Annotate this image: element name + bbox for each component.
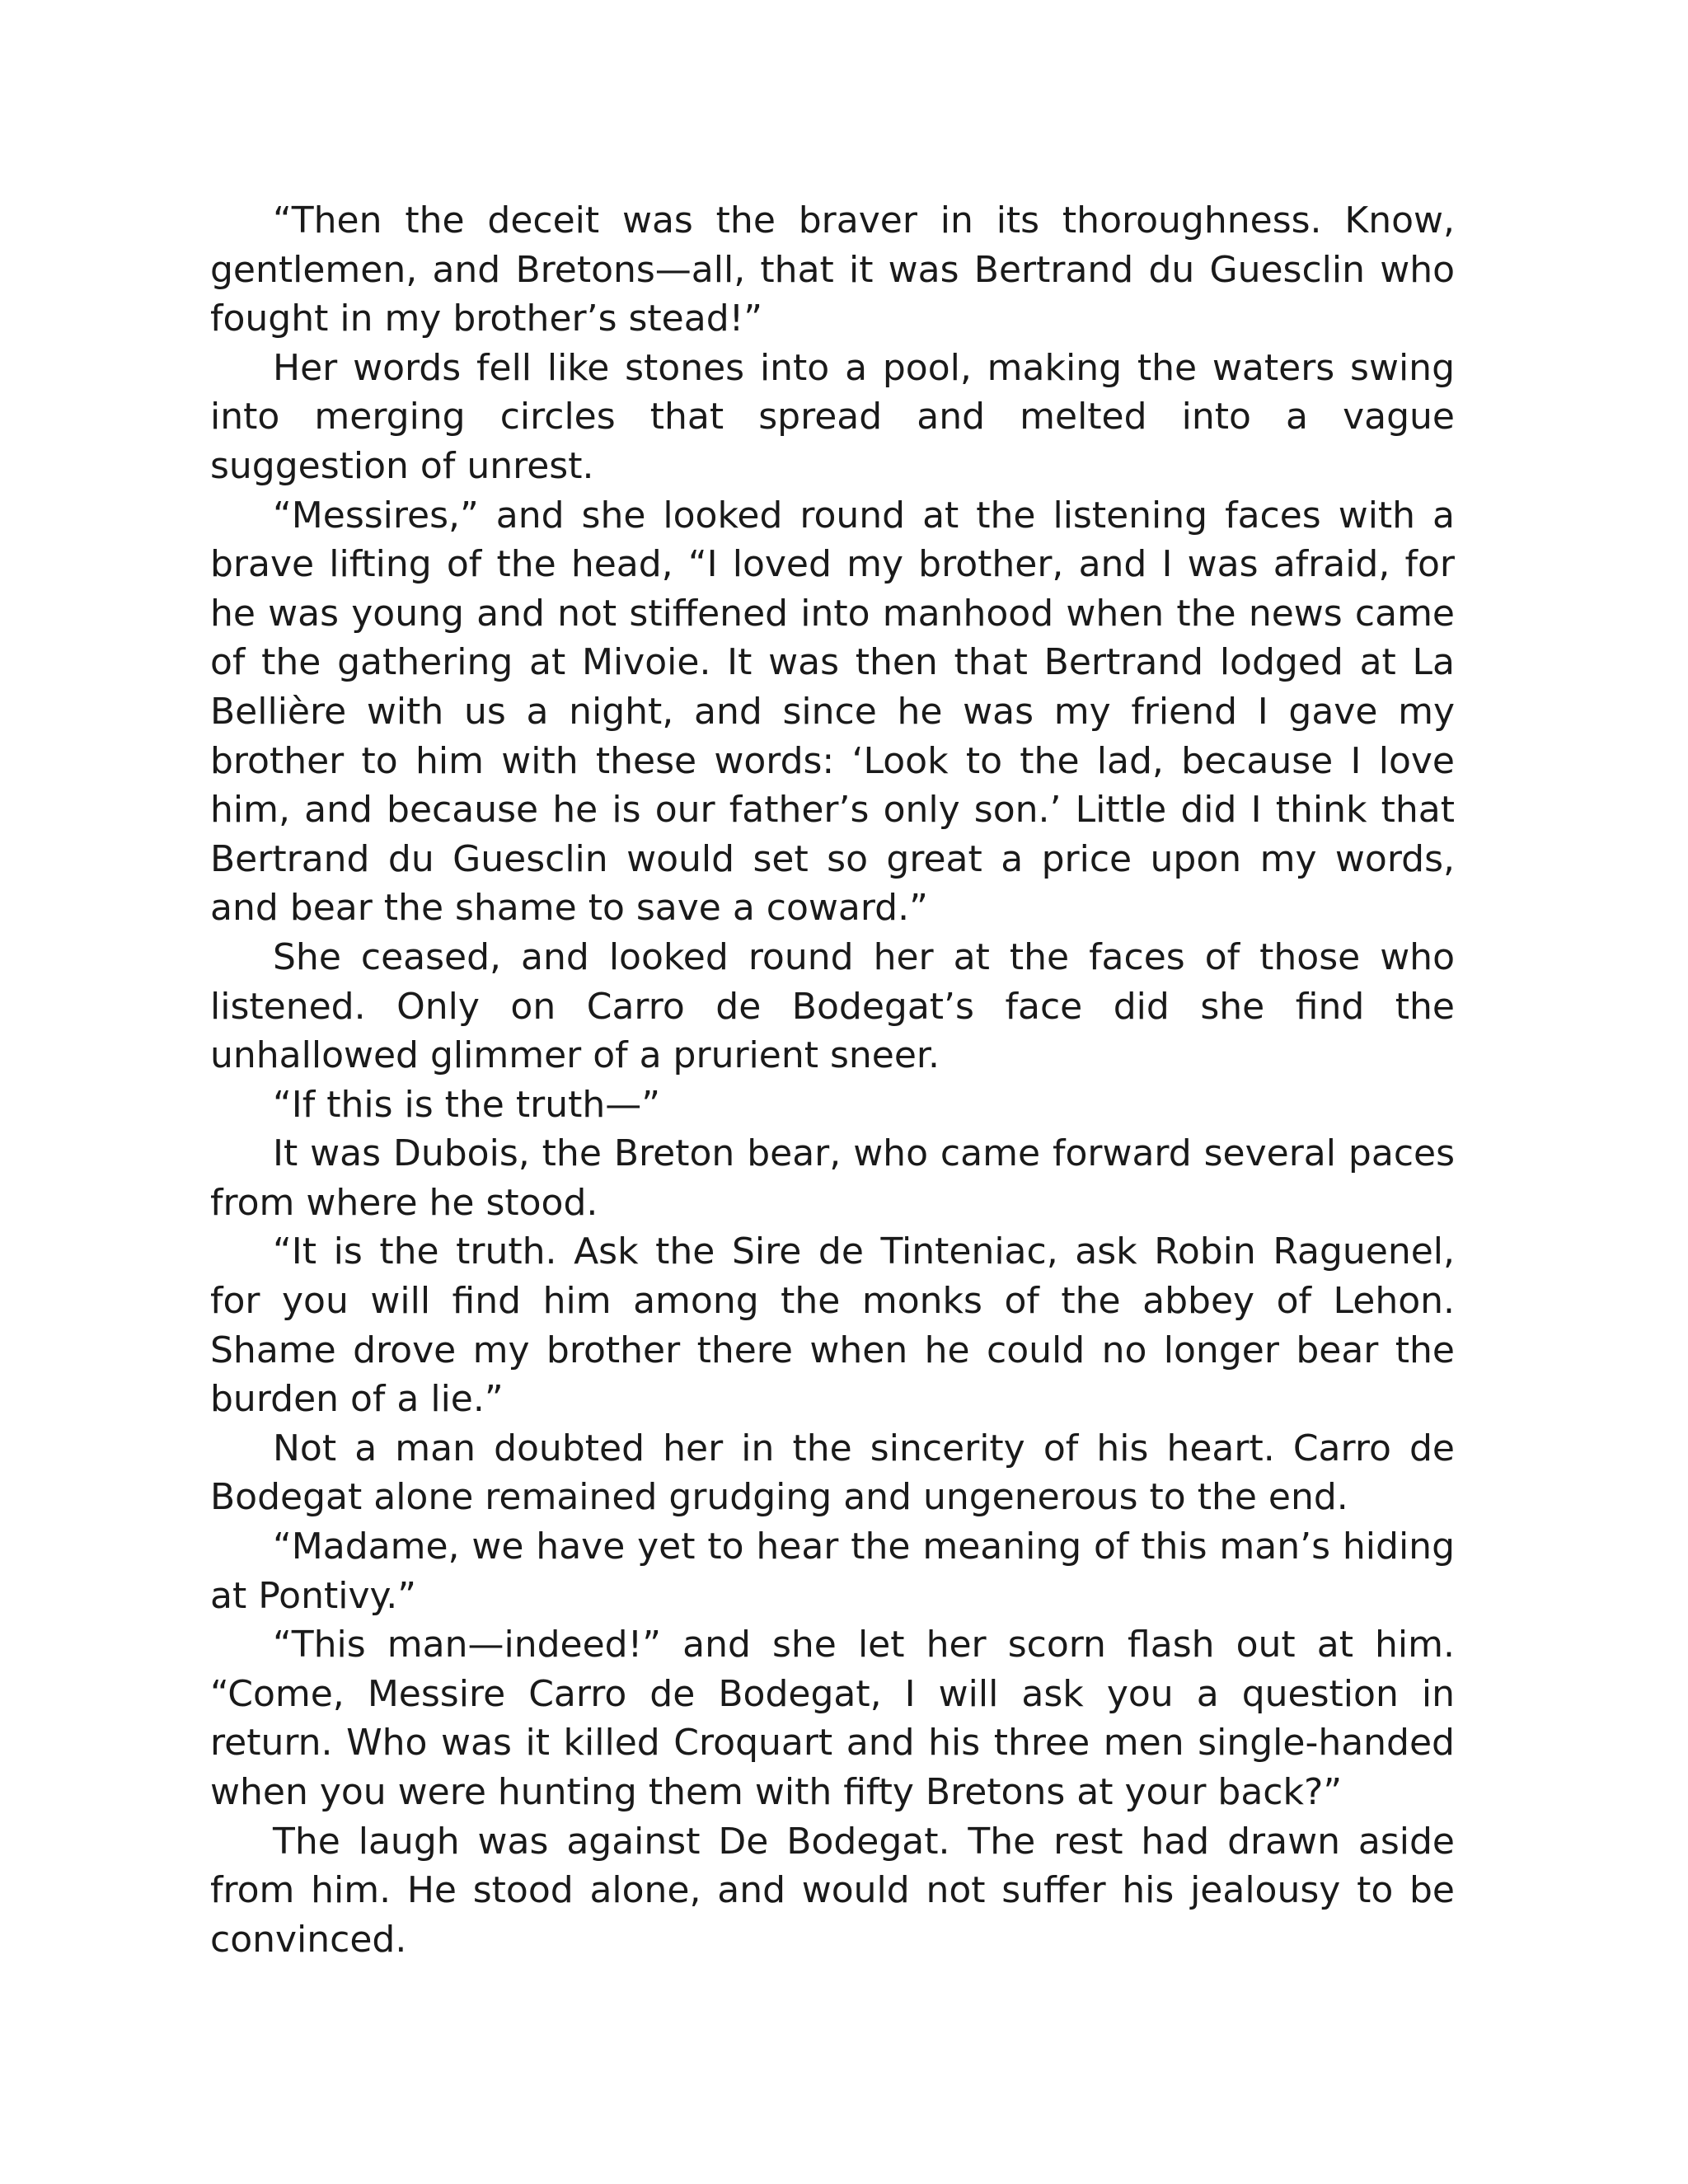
paragraph-2: Her words fell like stones into a pool, making the waters swing into merging circles that spread and melted into a vague suggestion of unrest. [210,346,1455,487]
paragraph-4: She ceased, and looked round her at the faces of those who listened. Only on Carro de Bodegat’s face did she find the unhallowed glimmer of a prurient sneer. [210,935,1455,1077]
paragraph-6: It was Dubois, the Breton bear, who came forward several paces from where he stood. [210,1132,1455,1224]
paragraph-5: “If this is the truth—” [273,1083,661,1126]
paragraph-3: “Messires,” and she looked round at the listening faces with a brave lifting of the head, “I loved my brother, and I was afraid, for he was young and not stiffened into manhood when the news came of the gathering at Mivoie. It was then that Bertrand lodged at La Bellière with us a night, and since he was my friend I gave my brother to him with these words: ‘Look to the lad, because I love him, and because he is our father’s only son.’ Little did I think that Bertrand du Guesclin would set so great a price upon my words, and bear the shame to save a coward.” [210,494,1455,930]
paragraph-8: Not a man doubted her in the sincerity of his heart. Carro de Bodegat alone remained grudging and ungenerous to the end. [210,1427,1455,1519]
paragraph-11: The laugh was against De Bodegat. The rest had drawn aside from him. He stood alone, and would not suffer his jealousy to be convinced. [210,1820,1455,1961]
page-body [210,196,1455,1964]
paragraph-10: “This man—indeed!” and she let her scorn flash out at him. “Come, Messire Carro de Bodegat, I will ask you a question in return. Who was it killed Croquart and his three men single-handed when you were hunting them with fifty Bretons at your back?” [210,1624,1455,1813]
paragraph-9: “Madame, we have yet to hear the meaning of this man’s hiding at Pontivy.” [210,1526,1455,1617]
paragraph-7: “It is the truth. Ask the Sire de Tinteniac, ask Robin Raguenel, for you will find him among the monks of the abbey of Lehon. Shame drove my brother there when he could no longer bear the burden of a lie.” [210,1230,1455,1421]
paragraph-1: “Then the deceit was the braver in its thoroughness. Know, gentlemen, and Bretons—all, that it was Bertrand du Guesclin who fought in my brother’s stead!” [210,199,1455,340]
